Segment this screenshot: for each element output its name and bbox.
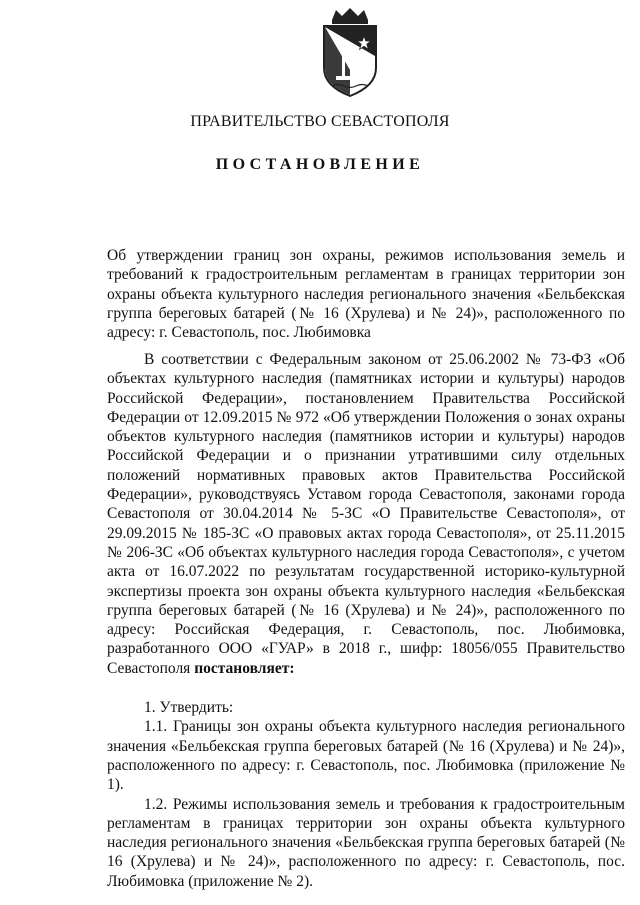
document-type-heading: ПОСТАНОВЛЕНИЕ [215, 156, 425, 173]
preamble-paragraph [107, 350, 625, 678]
preamble-text: В соответствии с Федеральным законом от 25.06.2002 № 73-ФЗ «Об объектах культурного наследия (памятниках истории и культуры) народов Российской Федерации», постановлением Правительства Российской Федерации от 12.09.2015 № 972 «Об утверждении Положения о зонах охраны объектов культурного наследия (памятников истории и культуры) народов Российской Федерации и о признании утратившими силу отдельных положений нормативных правовых актов Правительства Российской Федерации», руководствуясь Уставом города Севастополя, законами города Севастополя от 30.04.2014 № 5-ЗС «О Правительстве Севастополя», от 29.09.2015 № 185-ЗС «О правовых актах города Севастополя», от 25.11.2015 № 206-ЗС «Об объектах культурного наследия города Севастополя», с учетом акта от 16.07.2022 по результатам государственной историко-культурной экспертизы проекта зон охраны объекта культурного наследия «Бельбекская группа береговых батарей (№ 16 (Хрулева) и № 24)», расположенного по адресу: Российская Федерация, г. Севастополь, пос. Любимовка, разработанного ООО «ГУАР» в 2018 г., шифр: 18056/055 Правительство Севастополя [107, 351, 625, 677]
list-item: 1. Утвердить: [144, 699, 234, 717]
document-body [107, 350, 625, 891]
document-subject: Об утверждении границ зон охраны, режимов использования земель и требований к градостроительным регламентам в границах территории зон охраны объекта культурного наследия регионального значения «Бельбекская группа береговых батарей (№ 16 (Хрулева) и № 24)», расположенного по адресу: г. Севастополь, пос. Любимовка [107, 247, 625, 342]
list-item: 1.1. Границы зон охраны объекта культурного наследия регионального значения «Бельбекская группа береговых батарей (№ 16 (Хрулева) и № 24)», расположенного по адресу: г. Севастополь, пос. Любимовка (приложение № 1). [107, 718, 625, 794]
decree-word: постановляет: [194, 659, 295, 677]
sevastopol-coat-of-arms-icon [318, 6, 382, 100]
list-item: 1.2. Режимы использования земель и требования к градостроительным регламентам в границах территории зон охраны объекта культурного наследия регионального значения «Бельбекская группа береговых батарей (№ 16 (Хрулева) и № 24)», расположенного по адресу: г. Севастополь, пос. Любимовка (приложение № 2). [107, 795, 625, 890]
organization-title: ПРАВИТЕЛЬСТВО СЕВАСТОПОЛЯ [190, 113, 450, 130]
